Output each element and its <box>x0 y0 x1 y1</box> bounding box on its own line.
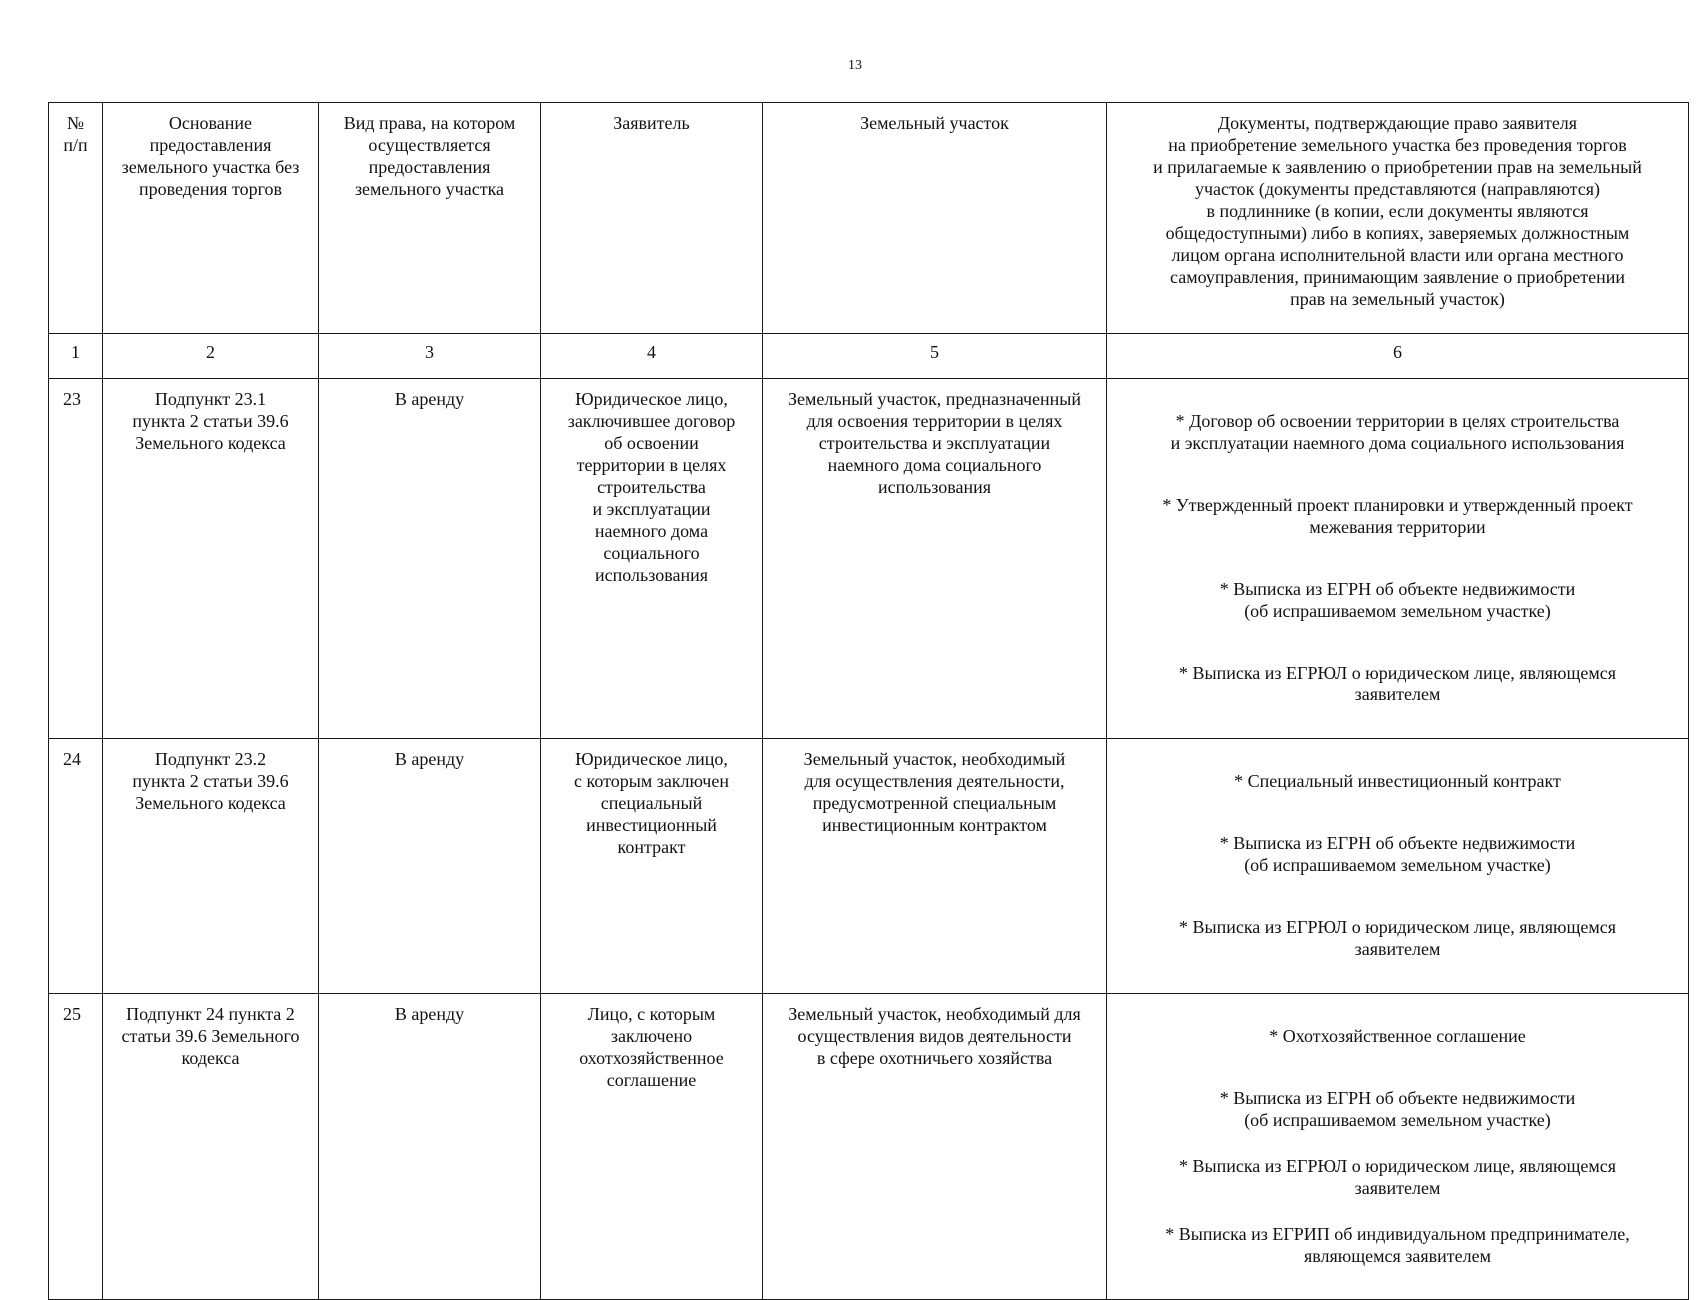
column-number: 4 <box>541 334 763 379</box>
row-right-type: В аренду <box>319 993 541 1299</box>
header-applicant: Заявитель <box>541 103 763 334</box>
document-item: * Выписка из ЕГРЮЛ о юридическом лице, являющемся заявителем <box>1178 662 1616 705</box>
header-documents: Документы, подтверждающие право заявителя на приобретение земельного участка без проведения торгов и прилагаемые к заявлению о приобретении прав на земельный участок (документы представляются (направляются) в подлиннике (в копии, если документы являются общедоступными) либо в копиях, заверяемых должностным лицом органа исполнительной власти или органа местного самоуправления, принимающим заявление о приобретении прав на земельный участок) <box>1107 103 1689 334</box>
row-applicant: Лицо, с которым заключено охотхозяйственное соглашение <box>541 993 763 1299</box>
header-land-plot: Земельный участок <box>763 103 1107 334</box>
row-basis: Подпункт 24 пункта 2 статьи 39.6 Земельного кодекса <box>103 993 319 1299</box>
page-number: 13 <box>848 58 862 73</box>
column-number-row <box>49 334 1689 379</box>
row-right-type: В аренду <box>319 379 541 739</box>
document-item: * Выписка из ЕГРЮЛ о юридическом лице, являющемся заявителем <box>1178 917 1616 960</box>
column-number: 5 <box>763 334 1107 379</box>
row-land-plot: Земельный участок, необходимый для осуществления видов деятельности в сфере охотничьего хозяйства <box>763 993 1107 1299</box>
row-basis: Подпункт 23.2 пункта 2 статьи 39.6 Земельного кодекса <box>103 739 319 994</box>
row-number: 23 <box>49 379 103 739</box>
row-documents <box>1107 993 1689 1299</box>
table-row <box>49 739 1689 994</box>
document-item: * Выписка из ЕГРИП об индивидуальном предпринимателе, являющемся заявителем <box>1165 1223 1630 1266</box>
header-row <box>49 103 1689 334</box>
row-applicant: Юридическое лицо, заключившее договор об освоении территории в целях строительства и эксплуатации наемного дома социального использования <box>541 379 763 739</box>
row-documents <box>1107 739 1689 994</box>
row-documents <box>1107 379 1689 739</box>
row-right-type: В аренду <box>319 739 541 994</box>
document-item: * Выписка из ЕГРН об объекте недвижимости (об испрашиваемом земельном участке) <box>1219 833 1576 876</box>
document-item: * Специальный инвестиционный контракт <box>1234 771 1561 792</box>
column-number: 2 <box>103 334 319 379</box>
table-row <box>49 993 1689 1299</box>
header-right-type: Вид права, на котором осуществляется предоставления земельного участка <box>319 103 541 334</box>
row-applicant: Юридическое лицо, с которым заключен специальный инвестиционный контракт <box>541 739 763 994</box>
row-basis: Подпункт 23.1 пункта 2 статьи 39.6 Земельного кодекса <box>103 379 319 739</box>
row-land-plot: Земельный участок, необходимый для осуществления деятельности, предусмотренной специальным инвестиционным контрактом <box>763 739 1107 994</box>
row-land-plot: Земельный участок, предназначенный для освоения территории в целях строительства и эксплуатации наемного дома социального использования <box>763 379 1107 739</box>
land-allocation-table <box>48 102 1689 1300</box>
document-item: * Утвержденный проект планировки и утвержденный проект межевания территории <box>1162 494 1633 537</box>
document-item: * Договор об освоении территории в целях строительства и эксплуатации наемного дома социального использования <box>1170 410 1625 453</box>
table-row <box>49 379 1689 739</box>
row-number: 25 <box>49 993 103 1299</box>
document-item: * Выписка из ЕГРЮЛ о юридическом лице, являющемся заявителем <box>1178 1155 1616 1198</box>
column-number: 1 <box>49 334 103 379</box>
header-num: № п/п <box>49 103 103 334</box>
header-basis: Основание предоставления земельного участка без проведения торгов <box>103 103 319 334</box>
document-item: * Выписка из ЕГРН об объекте недвижимости (об испрашиваемом земельном участке) <box>1219 578 1576 621</box>
column-number: 6 <box>1107 334 1689 379</box>
column-number: 3 <box>319 334 541 379</box>
row-number: 24 <box>49 739 103 994</box>
document-item: * Выписка из ЕГРН об объекте недвижимости (об испрашиваемом земельном участке) <box>1219 1087 1576 1130</box>
document-item: * Охотхозяйственное соглашение <box>1269 1025 1526 1046</box>
